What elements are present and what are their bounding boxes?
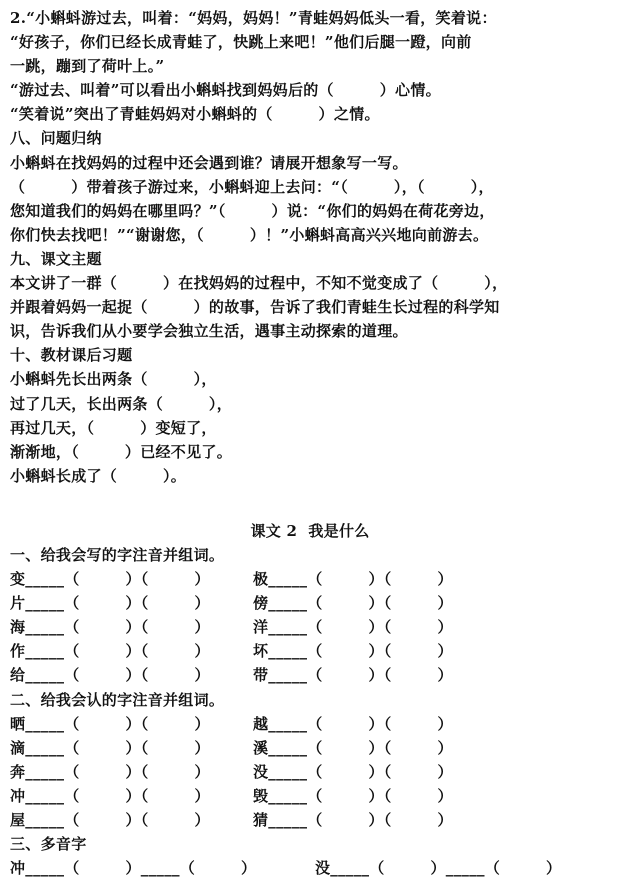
section-heading: 九、课文主题 — [10, 249, 102, 268]
exercise-item: 变_____（ ）（ ） — [10, 570, 210, 589]
exercise-item: 傍_____（ ）（ ） — [253, 594, 453, 613]
exercise-row — [10, 856, 610, 880]
section-9 — [10, 247, 610, 343]
exercise-item: 坏_____（ ）（ ） — [253, 642, 453, 661]
text-line: “好孩子，你们已经长成青蛙了，快跳上来吧！”他们后腿一蹬，向前 — [10, 33, 472, 52]
exercise-row — [10, 615, 610, 639]
section-heading: 十、教材课后习题 — [10, 346, 133, 365]
fill-blank-line: “笑着说”突出了青蛙妈妈对小蝌蚪的（ ）之情。 — [10, 105, 380, 124]
exercise-item: 奔_____（ ）（ ） — [10, 762, 210, 781]
fill-blank-line: 渐渐地，（ ）已经不见了。 — [10, 442, 233, 461]
exercise-row — [10, 736, 610, 760]
exercise-item: 带_____（ ）（ ） — [253, 666, 453, 685]
exercise-item: 极_____（ ）（ ） — [253, 570, 453, 589]
lesson2-section-1 — [10, 543, 610, 688]
section-heading: 八、问题归纳 — [10, 129, 102, 148]
exercise-row — [10, 760, 610, 784]
exercise-row — [10, 567, 610, 591]
exercise-row — [10, 663, 610, 687]
exercise-row — [10, 639, 610, 663]
fill-blank-line: 小蝌蚪先长出两条（ ）， — [10, 370, 217, 389]
fill-blank-line: （ ）带着孩子游过来，小蝌蚪迎上去问：“（ ），（ ）， — [10, 177, 494, 196]
fill-blank-line: 本文讲了一群（ ）在找妈妈的过程中，不知不觉变成了（ ）， — [10, 274, 508, 293]
exercise-item: 冲_____（ ）（ ） — [10, 786, 210, 805]
fill-blank-line: 再过几天，（ ）变短了， — [10, 418, 217, 437]
text-line: 一跳，蹦到了荷叶上。” — [10, 57, 165, 76]
exercise-item: 冲_____（ ）_____（ ） — [10, 859, 257, 878]
exercise-item: 屋_____（ ）（ ） — [10, 811, 210, 829]
exercise-item: 作_____（ ）（ ） — [10, 642, 210, 661]
fill-blank-line: 你们快去找吧！”“谢谢您，（ ）！”小蝌蚪高高兴兴地向前游去。 — [10, 225, 489, 244]
exercise-item: 没_____（ ）_____（ ） — [315, 859, 562, 878]
exercise-item: 猜_____（ ）（ ） — [253, 811, 453, 829]
exercise-item: 给_____（ ）（ ） — [10, 666, 210, 685]
exercise-row — [10, 784, 610, 808]
exercise-item: 滴_____（ ）（ ） — [10, 738, 210, 757]
exercise-row — [10, 808, 610, 832]
section-8 — [10, 126, 610, 246]
section-heading: 三、多音字 — [10, 835, 87, 854]
exercise-item: 片_____（ ）（ ） — [10, 594, 210, 613]
section-heading: 二、给我会认的字注音并组词。 — [10, 690, 225, 709]
exercise-item: 没_____（ ）（ ） — [253, 762, 453, 781]
exercise-row — [10, 591, 610, 615]
text-line: 识，告诉我们从小要学会独立生活，遇事主动探索的道理。 — [10, 322, 408, 341]
lesson2-section-3 — [10, 832, 610, 880]
exercise-item: 海_____（ ）（ ） — [10, 618, 210, 637]
fill-blank-line: 您知道我们的妈妈在哪里吗？”（ ）说：“你们的妈妈在荷花旁边， — [10, 201, 495, 220]
exercise-item: 越_____（ ）（ ） — [253, 714, 453, 733]
exercise-item: 晒_____（ ）（ ） — [10, 714, 210, 733]
text-line: 小蝌蚪在找妈妈的过程中还会遇到谁？请展开想象写一写。 — [10, 153, 408, 172]
exercise-item: 洋_____（ ）（ ） — [253, 618, 453, 637]
lesson-title: 课文 2 我是什么 — [250, 521, 370, 540]
fill-blank-line: 过了几天，长出两条（ ）， — [10, 394, 233, 413]
section-10 — [10, 343, 610, 488]
fill-blank-line: 小蝌蚪长成了（ ）。 — [10, 466, 187, 485]
exercise-item: 毁_____（ ）（ ） — [253, 786, 453, 805]
lesson1-q2 — [10, 6, 610, 126]
worksheet-page — [10, 6, 610, 880]
section-heading: 一、给我会写的字注音并组词。 — [10, 545, 225, 564]
exercise-item: 溪_____（ ）（ ） — [253, 738, 453, 757]
fill-blank-line: “游过去、叫着”可以看出小蝌蚪找到妈妈后的（ ）心情。 — [10, 81, 441, 100]
text-line: 2.“小蝌蚪游过去，叫着：“妈妈，妈妈！”青蛙妈妈低头一看，笑着说： — [10, 9, 497, 27]
fill-blank-line: 并跟着妈妈一起捉（ ）的故事，告诉了我们青蛙生长过程的科学知 — [10, 298, 500, 317]
spacer — [10, 488, 610, 519]
exercise-row — [10, 712, 610, 736]
lesson2-section-2 — [10, 688, 610, 833]
